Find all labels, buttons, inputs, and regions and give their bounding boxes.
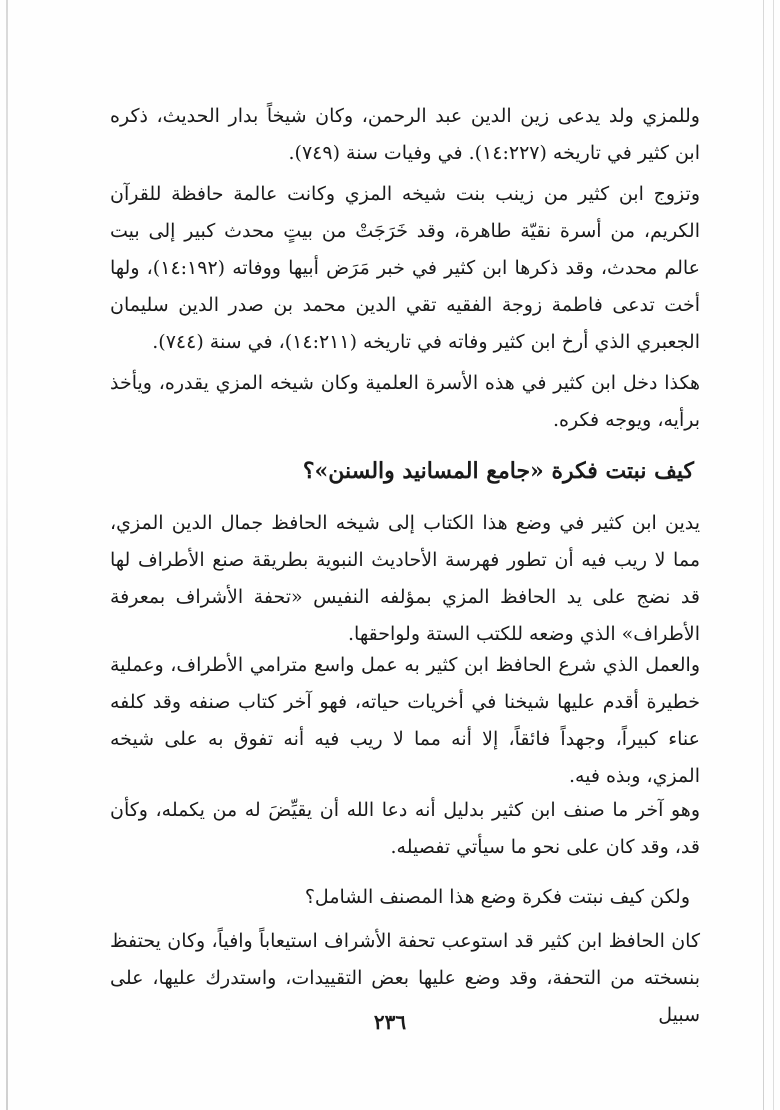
paragraph-vast-work: والعمل الذي شرع الحافظ ابن كثير به عمل واسع مترامي الأطراف، وعملية خطيرة أقدم عليها شيخنا في أخريات حياته، فهو آخر كتاب صنفه وقد كلفه عناء كبيراً، وجهداً فائقاً، إلا أنه مما لا ريب فيه أنه تفوق به على شيخه المزي، وبذه فيه.	[110, 654, 700, 787]
section-heading: كيف نبتت فكرة «جامع المسانيد والسنن»؟	[302, 458, 694, 484]
paragraph-origin-of-idea: يدين ابن كثير في وضع هذا الكتاب إلى شيخه الحافظ جمال الدين المزي، مما لا ريب فيه أن تطور فهرسة الأحاديث النبوية بطريقة صنع الأطراف لها قد نضج على يد الحافظ المزي بمؤلفه النفيس «تحفة الأشراف بمعرفة الأطراف» الذي وضعه للكتب الستة ولواحقها.	[110, 512, 700, 645]
scan-edge-right	[763, 0, 764, 1110]
paragraph-son-of-mizzi: وللمزي ولد يدعى زين الدين عبد الرحمن، وكان شيخاً بدار الحديث، ذكره ابن كثير في تاريخه (١٤:٢٢٧). في وفيات سنة (٧٤٩).	[110, 105, 700, 164]
scan-edge-right-outer	[773, 0, 774, 1110]
paragraph-tuhfat-al-ashraf: كان الحافظ ابن كثير قد استوعب تحفة الأشراف استيعاباً وافياً، وكان يحتفظ بنسخته من التحفة، وقد وضع عليها بعض التقييدات، واستدرك عليها، على سبيل	[110, 930, 700, 1026]
paragraph-question: ولكن كيف نبتت فكرة وضع هذا المصنف الشامل؟	[304, 886, 690, 908]
paragraph-last-work: وهو آخر ما صنف ابن كثير بدليل أنه دعا الله أن يقيِّضَ له من يكمله، وكأن قد، وقد كان على نحو ما سيأتي تفصيله.	[110, 799, 700, 858]
scan-edge-left	[6, 0, 8, 1110]
paragraph-scholarly-family: هكذا دخل ابن كثير في هذه الأسرة العلمية وكان شيخه المزي يقدره، ويأخذ برأيه، ويوجه فكره.	[110, 372, 700, 431]
page-number: ٢٣٦	[373, 1010, 407, 1034]
paragraph-marriage-zaynab: وتزوج ابن كثير من زينب بنت شيخه المزي وكانت عالمة حافظة للقرآن الكريم، من أسرة نقيّة طاهرة، وقد خَرَجَتْ من بيتٍ محدث كبير إلى بيت عالم محدث، وقد ذكرها ابن كثير في خبر مَرَض أبيها ووفاته (١٤:١٩٢)، ولها أخت تدعى فاطمة زوجة الفقيه تقي الدين محمد بن صدر الدين سليمان الجعبري الذي أرخ ابن كثير وفاته في تاريخه (١٤:٢١١)، في سنة (٧٤٤).	[110, 183, 700, 353]
